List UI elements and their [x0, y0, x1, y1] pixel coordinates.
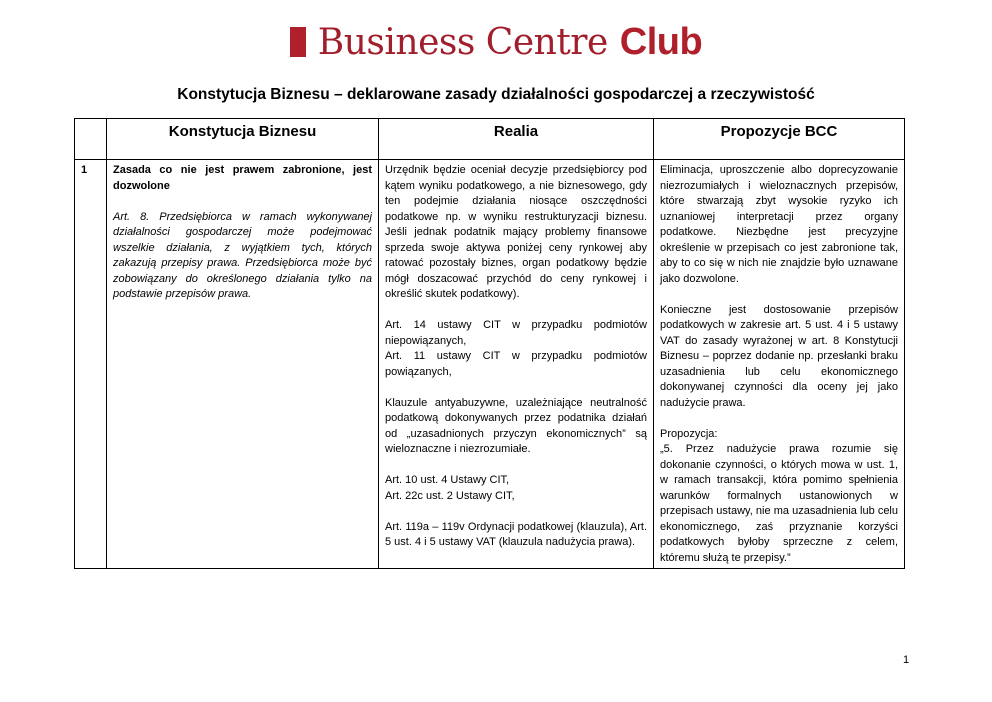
proposal-label: Propozycja: — [660, 427, 718, 440]
column-header-konstytucja: Konstytucja Biznesu — [107, 119, 379, 160]
principle-heading: Zasada co nie jest prawem zabronione, jest dozwolone — [113, 164, 372, 192]
logo-square-icon — [290, 27, 306, 57]
document-title: Konstytucja Biznesu – deklarowane zasady działalności gospodarczej a rzeczywistość — [177, 86, 815, 103]
realia-article-ref: Art. 10 ust. 4 Ustawy CIT, — [385, 474, 510, 486]
realia-article-ref: Art. 22c ust. 2 Ustawy CIT, — [385, 489, 515, 502]
proposal-paragraph: Konieczne jest dostosowanie przepisów podatkowych w zakresie art. 5 ust. 4 i 5 ustawy VAT do zasady wyrażonej w art. 8 Konstytucji Biznesu – poprzez dodanie np. przesłanki braku uzasadnienia lub celu ekonomicznego dokonywanej czynności dla oceny jej jako nadużycie prawa. — [660, 303, 898, 409]
cell-realia — [379, 160, 654, 569]
table-row — [75, 160, 905, 569]
logo — [0, 22, 992, 62]
cell-konstytucja — [107, 160, 379, 569]
cell-propozycje — [654, 160, 905, 569]
realia-paragraph: Klauzule antyabuzywne, uzależniające neutralność podatkową dokonywanych przez podatnika działań od „uzasadnionych przyczyn ekonomicznych” są wieloznaczne i niezrozumiałe. — [385, 396, 647, 455]
column-header-realia: Realia — [379, 119, 654, 160]
realia-paragraph: Urzędnik będzie oceniał decyzje przedsiębiorcy pod kątem wyniku podatkowego, a nie biznesowego, gdy ten podejmie działania niosące oszczędności podatkowe np. w wyniku restrukturyzacji biznesu. Jeśli jednak podatnik mający problemy finansowe sprzeda swoje aktywa poniżej ceny rynkowej aby ratować pozostały biznes, organ podatkowy będzie mógł doszacować przychód do ceny rynkowej i określić skutek podatkowy). — [385, 164, 647, 300]
proposal-quote: „5. Przez nadużycie prawa rozumie się dokonanie czynności, o których mowa w ust. 1, w ramach transakcji, która pomimo spełnienia warunków formalnych ustanowionych w przepisach ustawy, nie ma uzasadnienia lub celu ekonomicznego, zaś przyznanie korzyści podatkowych byłoby sprzeczne z celem, któremu służą te przepisy.” — [660, 443, 898, 564]
realia-paragraph: Art. 119a – 119v Ordynacji podatkowej (klauzula), Art. 5 ust. 4 i 5 ustawy VAT (klauzula nadużycia prawa). — [385, 520, 647, 548]
logo-business-text: Business Centre — [317, 21, 608, 63]
table-header-row — [75, 119, 905, 160]
comparison-table — [74, 118, 905, 569]
page-number: 1 — [903, 654, 910, 666]
column-header-number — [75, 119, 107, 160]
realia-article-ref: Art. 14 ustawy CIT w przypadku podmiotów niepowiązanych, — [385, 319, 647, 347]
article-text: Art. 8. Przedsiębiorca w ramach wykonywanej działalności gospodarczej może podejmować wszelkie działania, z wyjątkiem tych, których zakazują przepisy prawa. Przedsiębiorca może być zobowiązany do określonego działania tylko na podstawie przepisów prawa. — [113, 210, 372, 300]
logo-club-text: Club — [619, 20, 703, 63]
proposal-paragraph: Eliminacja, uproszczenie albo doprecyzowanie niezrozumiałych i wieloznacznych przepisów, które stwarzają zbyt wysokie ryzyko ich uznaniowej interpretacji przez organy podatkowe. Niezbędne jest precyzyjne określenie w przepisach co jest zabronione tak, aby to co się w nich nie znajdzie było uznawane jako dozwolone. — [660, 164, 898, 285]
column-header-propozycje: Propozycje BCC — [654, 119, 905, 160]
realia-article-ref: Art. 11 ustawy CIT w przypadku podmiotów powiązanych, — [385, 350, 647, 378]
row-number: 1 — [75, 160, 107, 569]
